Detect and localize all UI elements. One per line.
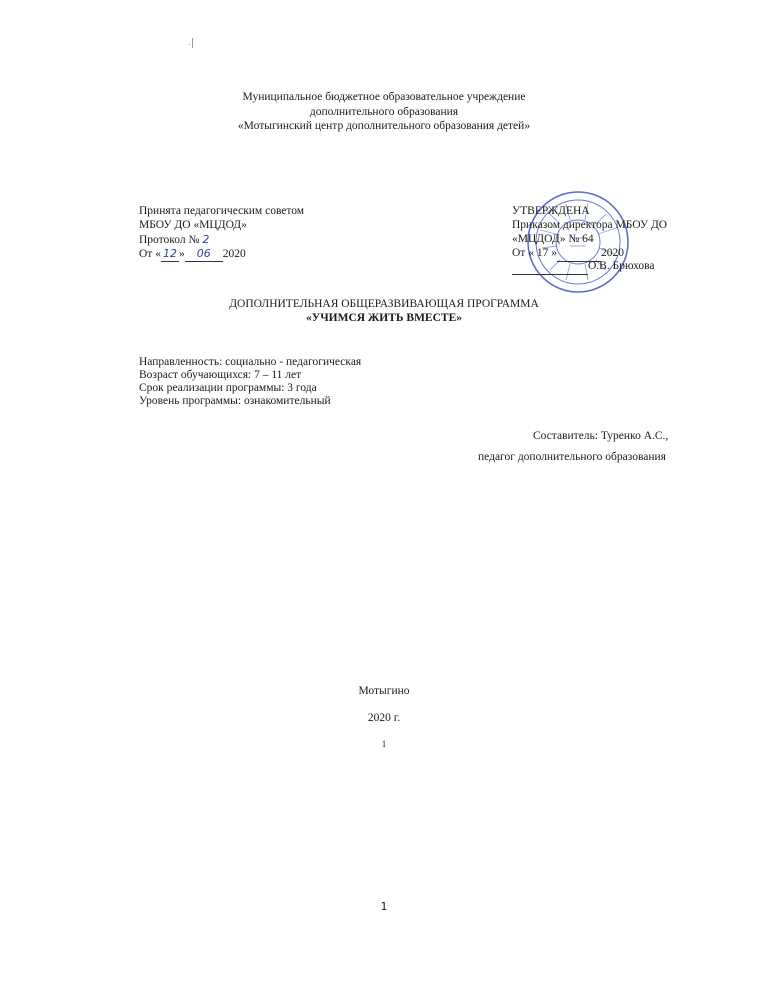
approved-line-2: Приказом директора МБОУ ДО — [512, 219, 668, 231]
approved-date-year: 2020 — [600, 247, 624, 259]
protocol-number: 2 — [202, 233, 210, 246]
protocol-label: Протокол № — [139, 234, 200, 246]
program-name: «УЧИМСЯ ЖИТЬ ВМЕСТЕ» — [306, 312, 462, 324]
signature-blank — [512, 260, 588, 275]
date-month: 06 — [185, 247, 223, 262]
date-mid: » — [178, 248, 185, 260]
date-prefix: От « — [139, 248, 161, 260]
accepted-line-2: МБОУ ДО «МЦДОД» — [139, 219, 247, 231]
date-year: 2020 — [222, 248, 246, 260]
detail-line: Уровень программы: ознакомительный — [139, 395, 331, 407]
city: Мотыгино — [358, 685, 410, 697]
org-line-1: Муниципальное бюджетное образовательное учреждение — [242, 91, 526, 103]
author-line-2: педагог дополнительного образования — [478, 451, 666, 463]
scan-speck — [192, 38, 193, 48]
scan-speck — [189, 44, 190, 45]
accepted-line-1: Принята педагогическим советом — [139, 205, 305, 217]
year: 2020 г. — [367, 712, 401, 724]
approved-line-3: «МЦДОД» № 64 — [512, 233, 594, 245]
date-day: 12 — [162, 247, 177, 260]
author-line-1: Составитель: Туренко А.С., — [533, 430, 669, 442]
program-title: ДОПОЛНИТЕЛЬНАЯ ОБЩЕРАЗВИВАЮЩАЯ ПРОГРАММА — [229, 298, 539, 310]
approved-date-prefix: От « 17 » — [512, 247, 557, 259]
accepted-date — [139, 247, 246, 262]
approved-line-1: УТВЕРЖДЕНА — [512, 205, 590, 217]
detail-line: Срок реализации программы: 3 года — [139, 382, 317, 394]
approved-signature-line — [512, 260, 655, 275]
detail-line: Направленность: социально - педагогическая — [139, 356, 362, 368]
accepted-protocol — [139, 233, 209, 248]
approved-signer: О.В. Брюхова — [588, 260, 655, 272]
org-line-3: «Мотыгинский центр дополнительного образования детей» — [237, 120, 531, 132]
page-number: 1 — [380, 900, 388, 913]
inner-page-number: 1 — [381, 739, 387, 749]
detail-line: Возраст обучающихся: 7 – 11 лет — [139, 369, 302, 381]
org-line-2: дополнительного образования — [309, 106, 459, 118]
